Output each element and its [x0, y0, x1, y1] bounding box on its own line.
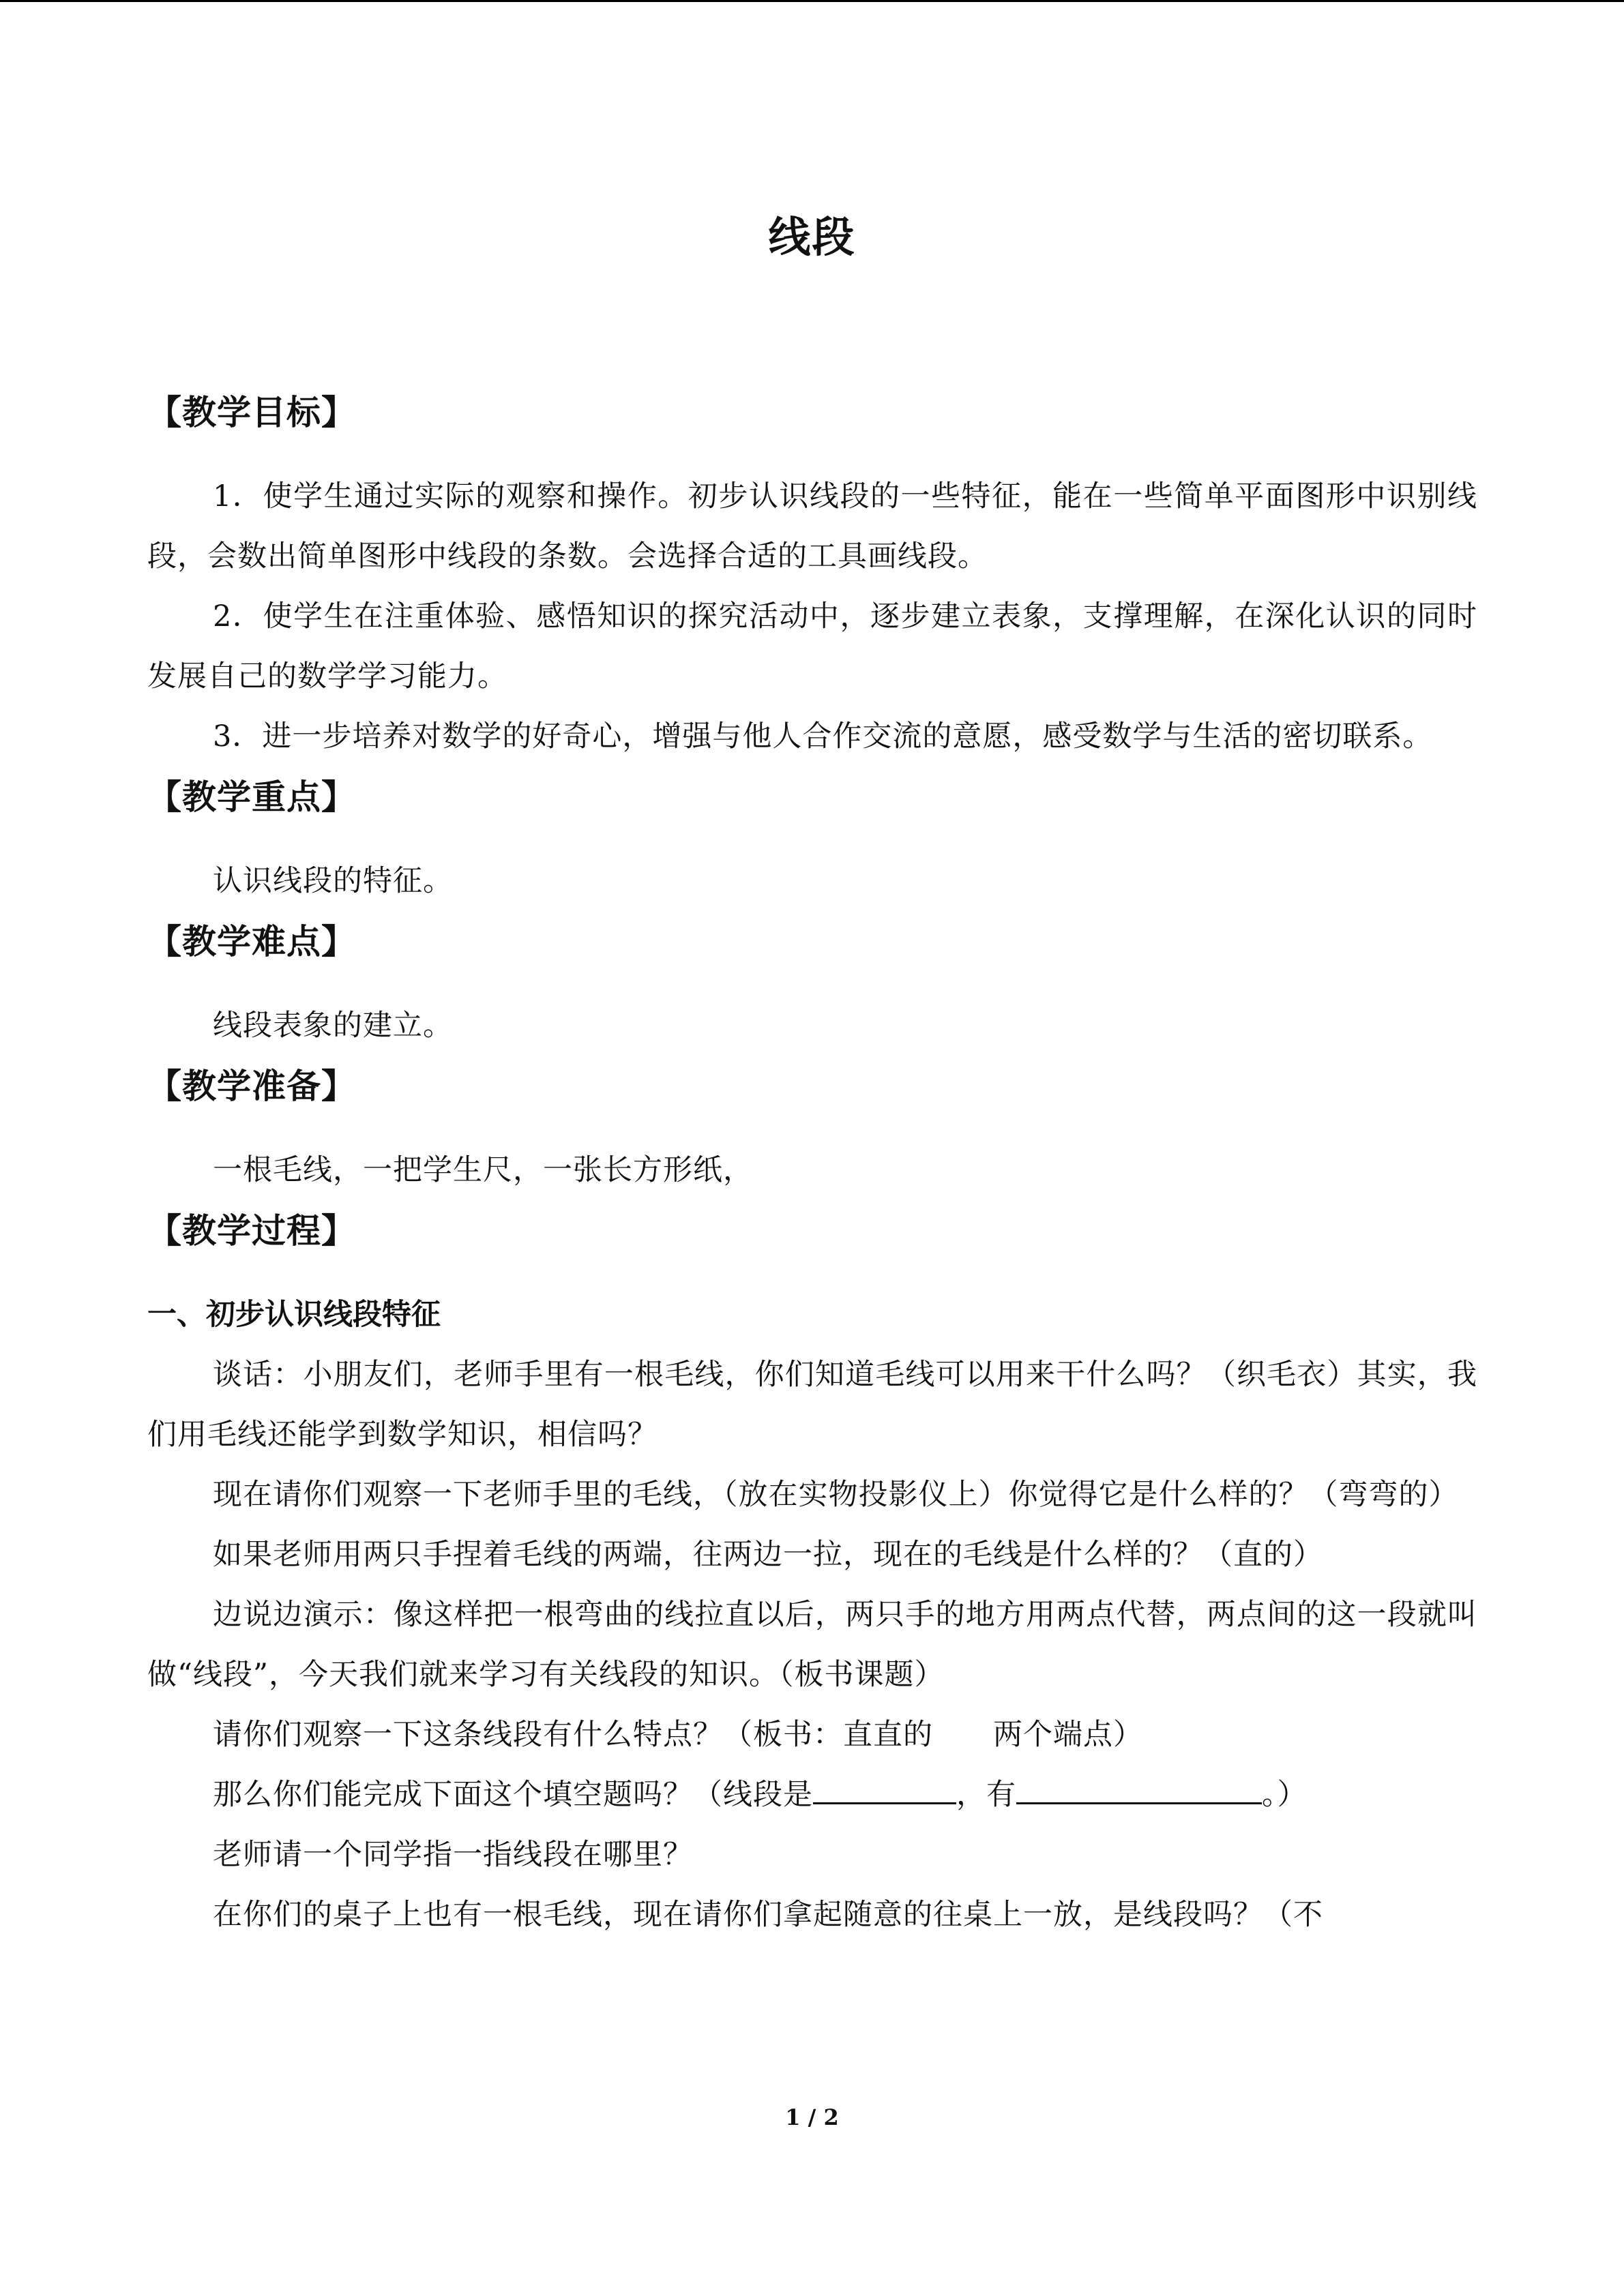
objective-item: 3．进一步培养对数学的好奇心，增强与他人合作交流的意愿，感受数学与生活的密切联系。 [213, 719, 1433, 754]
preparation-text: 一根毛线，一把学生尺，一张长方形纸， [213, 1153, 753, 1187]
process-subheading: 一、初步认识线段特征 [147, 1298, 441, 1332]
page-number: 1 / 2 [785, 2104, 839, 2130]
process-paragraph: 谈话：小朋友们，老师手里有一根毛线，你们知道毛线可以用来干什么吗？（织毛衣）其实，我们用毛线还能学到数学知识，相信吗？ [147, 1358, 1477, 1452]
process-paragraph: 如果老师用两只手捏着毛线的两端，往两边一拉，现在的毛线是什么样的？（直的） [213, 1538, 1323, 1572]
objectives-heading: 【教学目标】 [147, 393, 356, 432]
fill-blank-text-before: 那么你们能完成下面这个填空题吗？（线段是 [213, 1778, 813, 1812]
answer-blank-1 [813, 1775, 956, 1804]
key-points-heading: 【教学重点】 [147, 777, 356, 817]
preparation-heading: 【教学准备】 [147, 1067, 356, 1106]
fill-blank-text-middle: ，有 [956, 1778, 1016, 1812]
process-paragraph: 现在请你们观察一下老师手里的毛线，（放在实物投影仪上）你觉得它是什么样的？（弯弯的） [213, 1478, 1459, 1512]
key-points-text: 认识线段的特征。 [213, 864, 453, 898]
process-paragraph: 请你们观察一下这条线段有什么特点？（板书：直直的 两个端点） [213, 1718, 1143, 1752]
fill-blank-question [147, 1765, 1477, 1825]
difficulties-heading: 【教学难点】 [147, 922, 356, 961]
process-heading: 【教学过程】 [147, 1211, 356, 1251]
objective-item: 2．使学生在注重体验、感悟知识的探究活动中，逐步建立表象，支撑理解，在深化认识的同时发展自己的数学学习能力。 [147, 599, 1477, 694]
objective-item: 1．使学生通过实际的观察和操作。初步认识线段的一些特征，能在一些简单平面图形中识别线段，会数出简单图形中线段的条数。会选择合适的工具画线段。 [147, 479, 1477, 573]
process-paragraph: 老师请一个同学指一指线段在哪里？ [213, 1838, 693, 1872]
answer-blank-2 [1016, 1775, 1262, 1804]
difficulties-text: 线段表象的建立。 [213, 1009, 453, 1043]
process-paragraph: 边说边演示：像这样把一根弯曲的线拉直以后，两只手的地方用两点代替，两点间的这一段就叫做“线段”，今天我们就来学习有关线段的知识。（板书课题） [147, 1598, 1477, 1692]
document-title: 线段 [768, 212, 856, 262]
fill-blank-text-after: 。） [1262, 1778, 1308, 1812]
process-paragraph: 在你们的桌子上也有一根毛线，现在请你们拿起随意的往桌上一放，是线段吗？（不 [213, 1898, 1323, 1932]
document-body [147, 382, 1477, 1945]
